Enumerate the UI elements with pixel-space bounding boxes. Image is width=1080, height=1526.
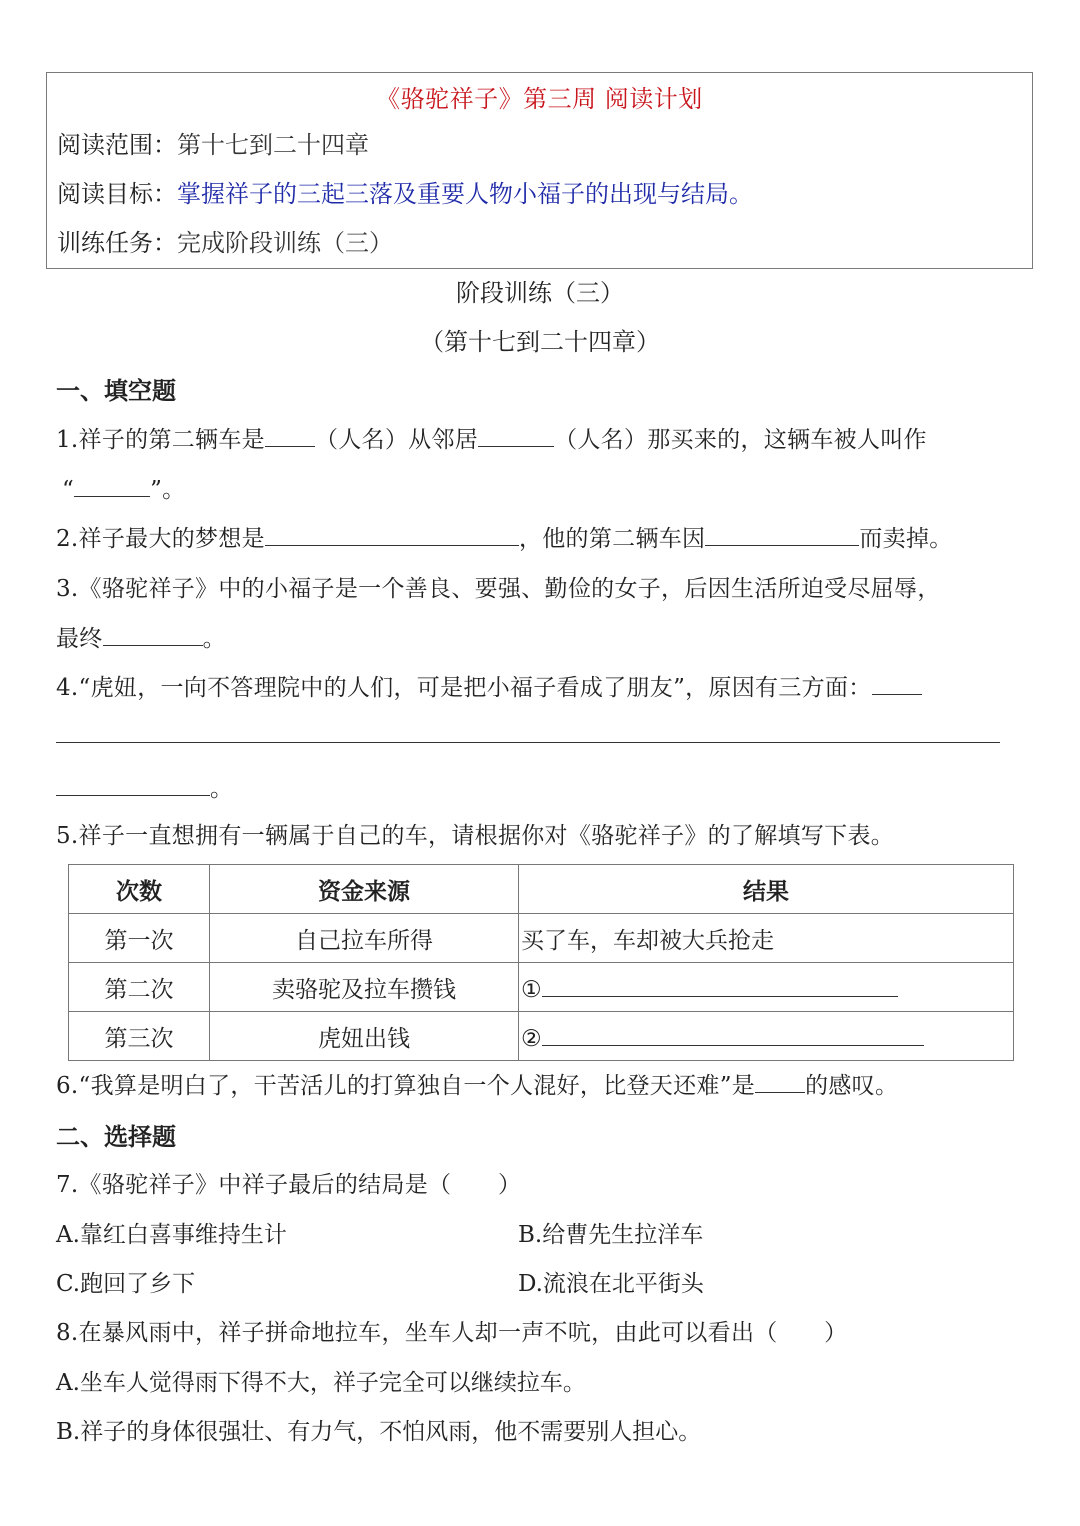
result-blank-2[interactable] [542,1021,924,1046]
question-1 [56,421,927,454]
table-row [69,1012,1014,1061]
q1-blank-2[interactable] [478,422,554,447]
cell-times: 第三次 [69,1012,210,1061]
q8-option-a[interactable]: A.坐车人觉得雨下得不大，祥子完全可以继续拉车。 [56,1370,586,1396]
q4-blank-2[interactable] [56,742,1000,743]
q2-blank-1[interactable] [265,521,519,546]
table-row [69,914,1014,963]
car-purchase-table [68,864,1014,1061]
q3-blank[interactable] [103,621,203,646]
plan-goal-row [57,174,753,209]
cell-result [519,963,1014,1012]
q7-option-a[interactable]: A.靠红白喜事维持生计 [56,1222,287,1248]
q1-blank-3[interactable] [74,472,150,497]
cell-times: 第一次 [69,914,210,963]
task-value: 完成阶段训练（三） [177,229,393,257]
cell-result [519,1012,1014,1061]
q6-blank[interactable] [755,1068,805,1093]
question-3-cont [56,620,226,653]
question-6 [56,1067,898,1100]
q4-text: 4.“虎妞，一向不答理院中的人们，可是把小福子看成了朋友”，原因有三方面： [56,675,872,701]
q3-text-1: 最终 [56,626,103,652]
exercise-title: 阶段训练（三） [456,279,624,307]
question-4 [56,669,922,702]
q7-option-b[interactable]: B.给曹先生拉洋车 [518,1222,704,1248]
range-value: 第十七到二十四章 [177,131,369,159]
header-fund-source: 资金来源 [210,865,519,914]
q4-blank-1[interactable] [872,670,922,695]
q6-text-2: 的感叹。 [805,1073,899,1099]
plan-task-row [57,223,393,258]
q1-text-2: （人名）从邻居 [314,427,479,453]
range-label: 阅读范围： [57,131,177,159]
cell-fund-source: 自己拉车所得 [210,914,519,963]
q7-option-c[interactable]: C.跑回了乡下 [56,1271,196,1297]
q1-quote-close: ”。 [150,477,186,503]
goal-value: 掌握祥子的三起三落及重要人物小福子的出现与结局。 [177,180,753,208]
q8-option-b[interactable]: B.祥子的身体很强壮、有力气，不怕风雨，他不需要别人担心。 [56,1419,702,1445]
question-2 [56,520,953,553]
q4-blank-3[interactable] [56,771,210,796]
goal-label: 阅读目标： [57,180,177,208]
result-blank-1[interactable] [542,972,898,997]
question-1-cont [62,471,185,504]
cell-fund-source: 卖骆驼及拉车攒钱 [210,963,519,1012]
q2-text-3: 而卖掉。 [859,526,953,552]
cell-times: 第二次 [69,963,210,1012]
plan-range-row [57,125,369,160]
question-4-cont [56,770,233,803]
q3-text-2: 。 [202,626,226,652]
q4-end: 。 [210,776,234,802]
circled-2: ② [521,1025,542,1052]
header-result: 结果 [519,865,1014,914]
q2-blank-2[interactable] [705,521,859,546]
task-label: 训练任务： [57,229,177,257]
table-row [69,963,1014,1012]
question-8: 8.在暴风雨中，祥子拼命地拉车，坐车人却一声不吭，由此可以看出（ ） [56,1320,848,1346]
q2-text-2: ，他的第二辆车因 [518,526,706,552]
section-heading-choice: 二、选择题 [56,1123,176,1151]
q6-text-1: 6.“我算是明白了，干苦活儿的打算独自一个人混好，比登天还难”是 [56,1073,756,1099]
question-5: 5.祥子一直想拥有一辆属于自己的车，请根据你对《骆驼祥子》的了解填写下表。 [56,823,895,849]
q1-text-1: 1.祥子的第二辆车是 [56,427,265,453]
header-times: 次数 [69,865,210,914]
exercise-subtitle: （第十七到二十四章） [420,328,660,356]
q1-blank-1[interactable] [265,422,315,447]
q1-quote-open: “ [62,477,75,503]
question-7: 7.《骆驼祥子》中祥子最后的结局是（ ） [56,1172,522,1198]
circled-1: ① [521,976,542,1003]
section-heading-fill-blank: 一、填空题 [56,377,176,405]
table-header-row [69,865,1014,914]
q2-text-1: 2.祥子最大的梦想是 [56,526,265,552]
reading-plan-box [46,72,1033,269]
q7-option-d[interactable]: D.流浪在北平街头 [518,1271,704,1297]
q1-text-3: （人名）那买来的，这辆车被人叫作 [554,427,927,453]
cell-fund-source: 虎妞出钱 [210,1012,519,1061]
plan-title: 《骆驼祥子》第三周 阅读计划 [376,85,703,113]
cell-result: 买了车，车却被大兵抢走 [519,914,1014,963]
question-3: 3.《骆驼祥子》中的小福子是一个善良、要强、勤俭的女子，后因生活所迫受尽屈辱， [56,576,941,602]
